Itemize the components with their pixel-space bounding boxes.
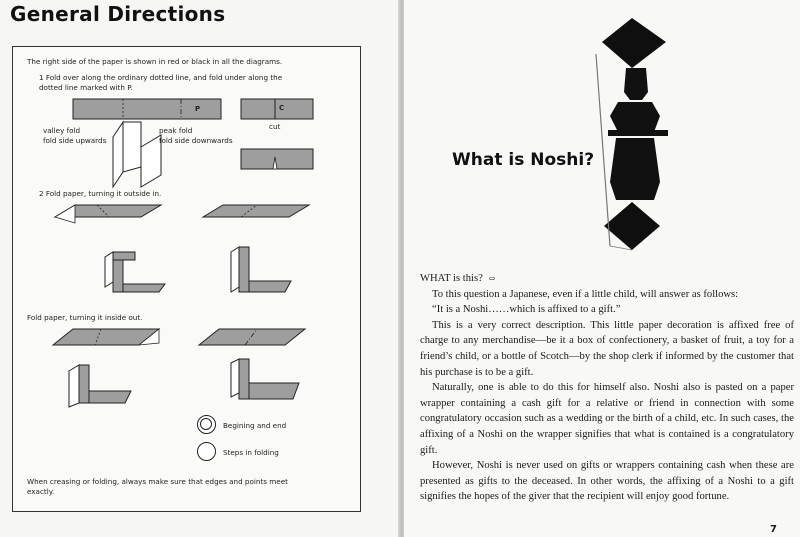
begin-end-label: Begining and end <box>223 421 287 430</box>
step2-bent-left <box>105 252 165 292</box>
paragraph-3: Naturally, one is able to do this for himself also. Noshi also is pasted on a paper wrapper containing a cash gift for a relative or friend in connection with some congratulatory occasion such as a wedding or the birth of a child, etc. In such cases, the affixing of a Noshi on the wrapper signifies that what is contained is a congratulatory gift. <box>420 382 794 456</box>
step2-strip-left <box>55 205 161 223</box>
begin-end-legend-icon <box>197 415 216 434</box>
step3-strip-left <box>53 329 159 345</box>
cut-strip <box>241 99 313 119</box>
fold-diagrams <box>13 47 360 511</box>
steps-label: Steps in folding <box>223 448 279 457</box>
cut-label: cut <box>269 122 281 131</box>
p-mark: P <box>195 105 201 113</box>
step2-strip-right <box>203 205 309 217</box>
fold-side-upwards-label: fold side upwards <box>43 136 107 145</box>
what-is-this-text: WHAT is this? <box>420 273 483 284</box>
page-title: General Directions <box>10 2 226 26</box>
step3-text: Fold paper, turning it inside out. <box>27 313 143 322</box>
noshi-heading: What is Noshi? <box>452 150 595 170</box>
paragraph-1: To this question a Japanese, even if a little child, will answer as follows: <box>432 288 739 300</box>
intro-text: The right side of the paper is shown in red or black in all the diagrams. <box>27 57 283 66</box>
diagram-panel <box>12 46 361 512</box>
article-body <box>420 271 794 505</box>
steps-legend-icon <box>197 442 216 461</box>
footer-text-line2: exactly. <box>27 487 55 496</box>
cut-strip-result <box>241 149 313 169</box>
step1-text-line1: 1 Fold over along the ordinary dotted line, and fold under along the <box>39 73 283 82</box>
fold-side-downwards-label: fold side downwards <box>159 136 233 145</box>
quote-line: “It is a Noshi……which is affixed to a gift.” <box>432 304 621 316</box>
step3-bent-right <box>231 359 299 399</box>
arrow-icon: ⇨ <box>488 274 496 283</box>
folded-strip-3d <box>113 122 161 187</box>
noshi-illustration <box>590 14 680 264</box>
footer-text-line1: When creasing or folding, always make sure that edges and points meet <box>27 477 288 486</box>
step3-bent-left <box>69 365 131 407</box>
c-mark: C <box>279 104 285 112</box>
step2-bent-right <box>231 247 291 292</box>
paragraph-2: This is a very correct description. This little paper decoration is affixed free of charge to any merchandise—be it a box of confectionery, a basket of fruit, a toy for a friend’s child, or a bottle of Scotch—by the shop clerk if informed by the customer that his purchase is to be a gift. <box>420 319 794 378</box>
paragraph-4: However, Noshi is never used on gifts or wrappers containing cash when these are presented as gifts to the deceased. In other words, the affixing of a Noshi to a gift signifies the hopes of the giver that the recipient will enjoy good fortune. <box>420 460 794 503</box>
step2-text: 2 Fold paper, turning it outside in. <box>39 189 162 198</box>
valley-fold-label: valley fold <box>43 126 81 135</box>
what-is-this-line <box>420 271 794 287</box>
step3-strip-right <box>199 329 305 345</box>
step1-text-line2: dotted line marked with P. <box>39 83 133 92</box>
page-number: 7 <box>770 524 777 535</box>
peak-fold-label: peak fold <box>159 126 193 135</box>
